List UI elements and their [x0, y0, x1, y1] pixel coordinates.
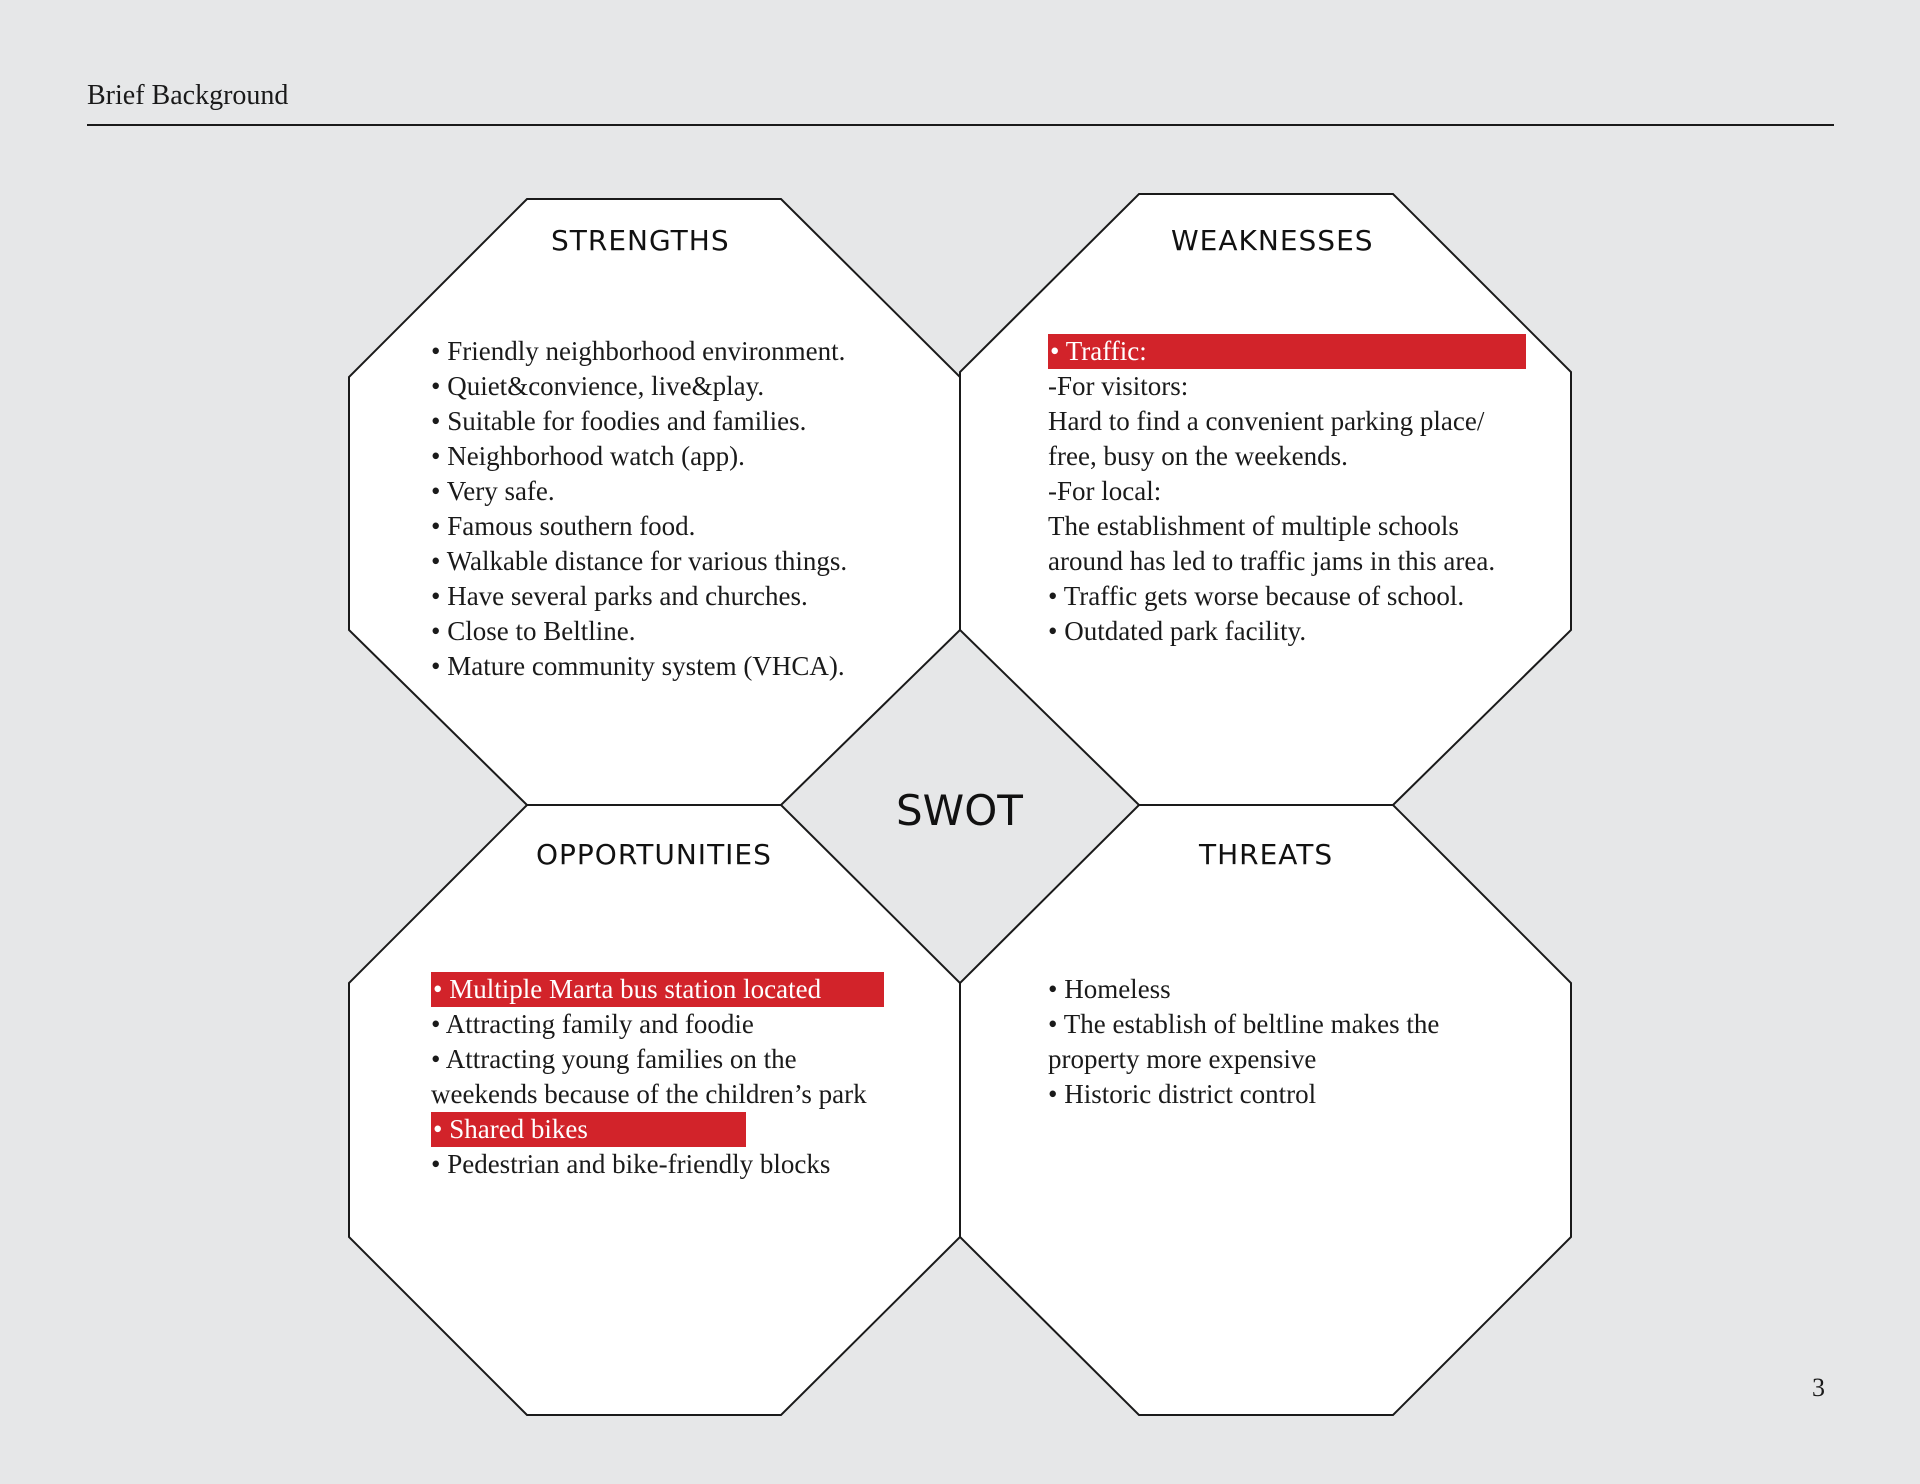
list-item: Hard to find a convenient parking place/	[1048, 406, 1485, 436]
list-item: around has led to traffic jams in this area.	[1048, 546, 1496, 576]
highlighted-item: • Multiple Marta bus station located	[431, 972, 884, 1007]
list-item: • Quiet&convience, live&play.	[431, 371, 765, 401]
list-item: • Suitable for foodies and families.	[431, 406, 807, 436]
list-item: • Historic district control	[1048, 1079, 1317, 1109]
list-item: free, busy on the weekends.	[1048, 441, 1348, 471]
threats-heading: THREATS	[1199, 838, 1334, 871]
list-item: • Close to Beltline.	[431, 616, 636, 646]
page-number: 3	[1812, 1373, 1825, 1402]
swot-center-label: SWOT	[896, 786, 1023, 835]
highlighted-item: • Traffic:	[1048, 334, 1526, 369]
strengths-heading: STRENGTHS	[551, 224, 730, 257]
list-item: • Attracting family and foodie	[431, 1009, 754, 1039]
list-item: • Pedestrian and bike-friendly blocks	[431, 1149, 831, 1179]
list-item: • Traffic gets worse because of school.	[1048, 581, 1465, 611]
list-item: • Attracting young families on the	[431, 1044, 797, 1074]
list-item: The establishment of multiple schools	[1048, 511, 1459, 541]
list-item: • Homeless	[1048, 974, 1171, 1004]
highlighted-item: • Shared bikes	[431, 1112, 746, 1147]
list-item: • Neighborhood watch (app).	[431, 441, 745, 471]
list-item: -For local:	[1048, 476, 1162, 506]
list-item: • Friendly neighborhood environment.	[431, 336, 846, 366]
weaknesses-list	[1048, 334, 1526, 649]
section-title: Brief Background	[87, 80, 289, 111]
list-item: weekends because of the children’s park	[431, 1079, 867, 1109]
list-item: • Have several parks and churches.	[431, 581, 808, 611]
list-item: • Famous southern food.	[431, 511, 696, 541]
opportunities-heading: OPPORTUNITIES	[536, 838, 772, 871]
list-item: property more expensive	[1048, 1044, 1317, 1074]
list-item: • Mature community system (VHCA).	[431, 651, 845, 681]
threats-list	[1048, 972, 1439, 1112]
list-item: • Outdated park facility.	[1048, 616, 1307, 646]
strengths-list	[431, 334, 847, 684]
list-item: • Very safe.	[431, 476, 555, 506]
opportunities-list	[431, 972, 884, 1182]
list-item: • Walkable distance for various things.	[431, 546, 848, 576]
weaknesses-heading: WEAKNESSES	[1171, 224, 1374, 257]
list-item: -For visitors:	[1048, 371, 1189, 401]
list-item: • The establish of beltline makes the	[1048, 1009, 1440, 1039]
